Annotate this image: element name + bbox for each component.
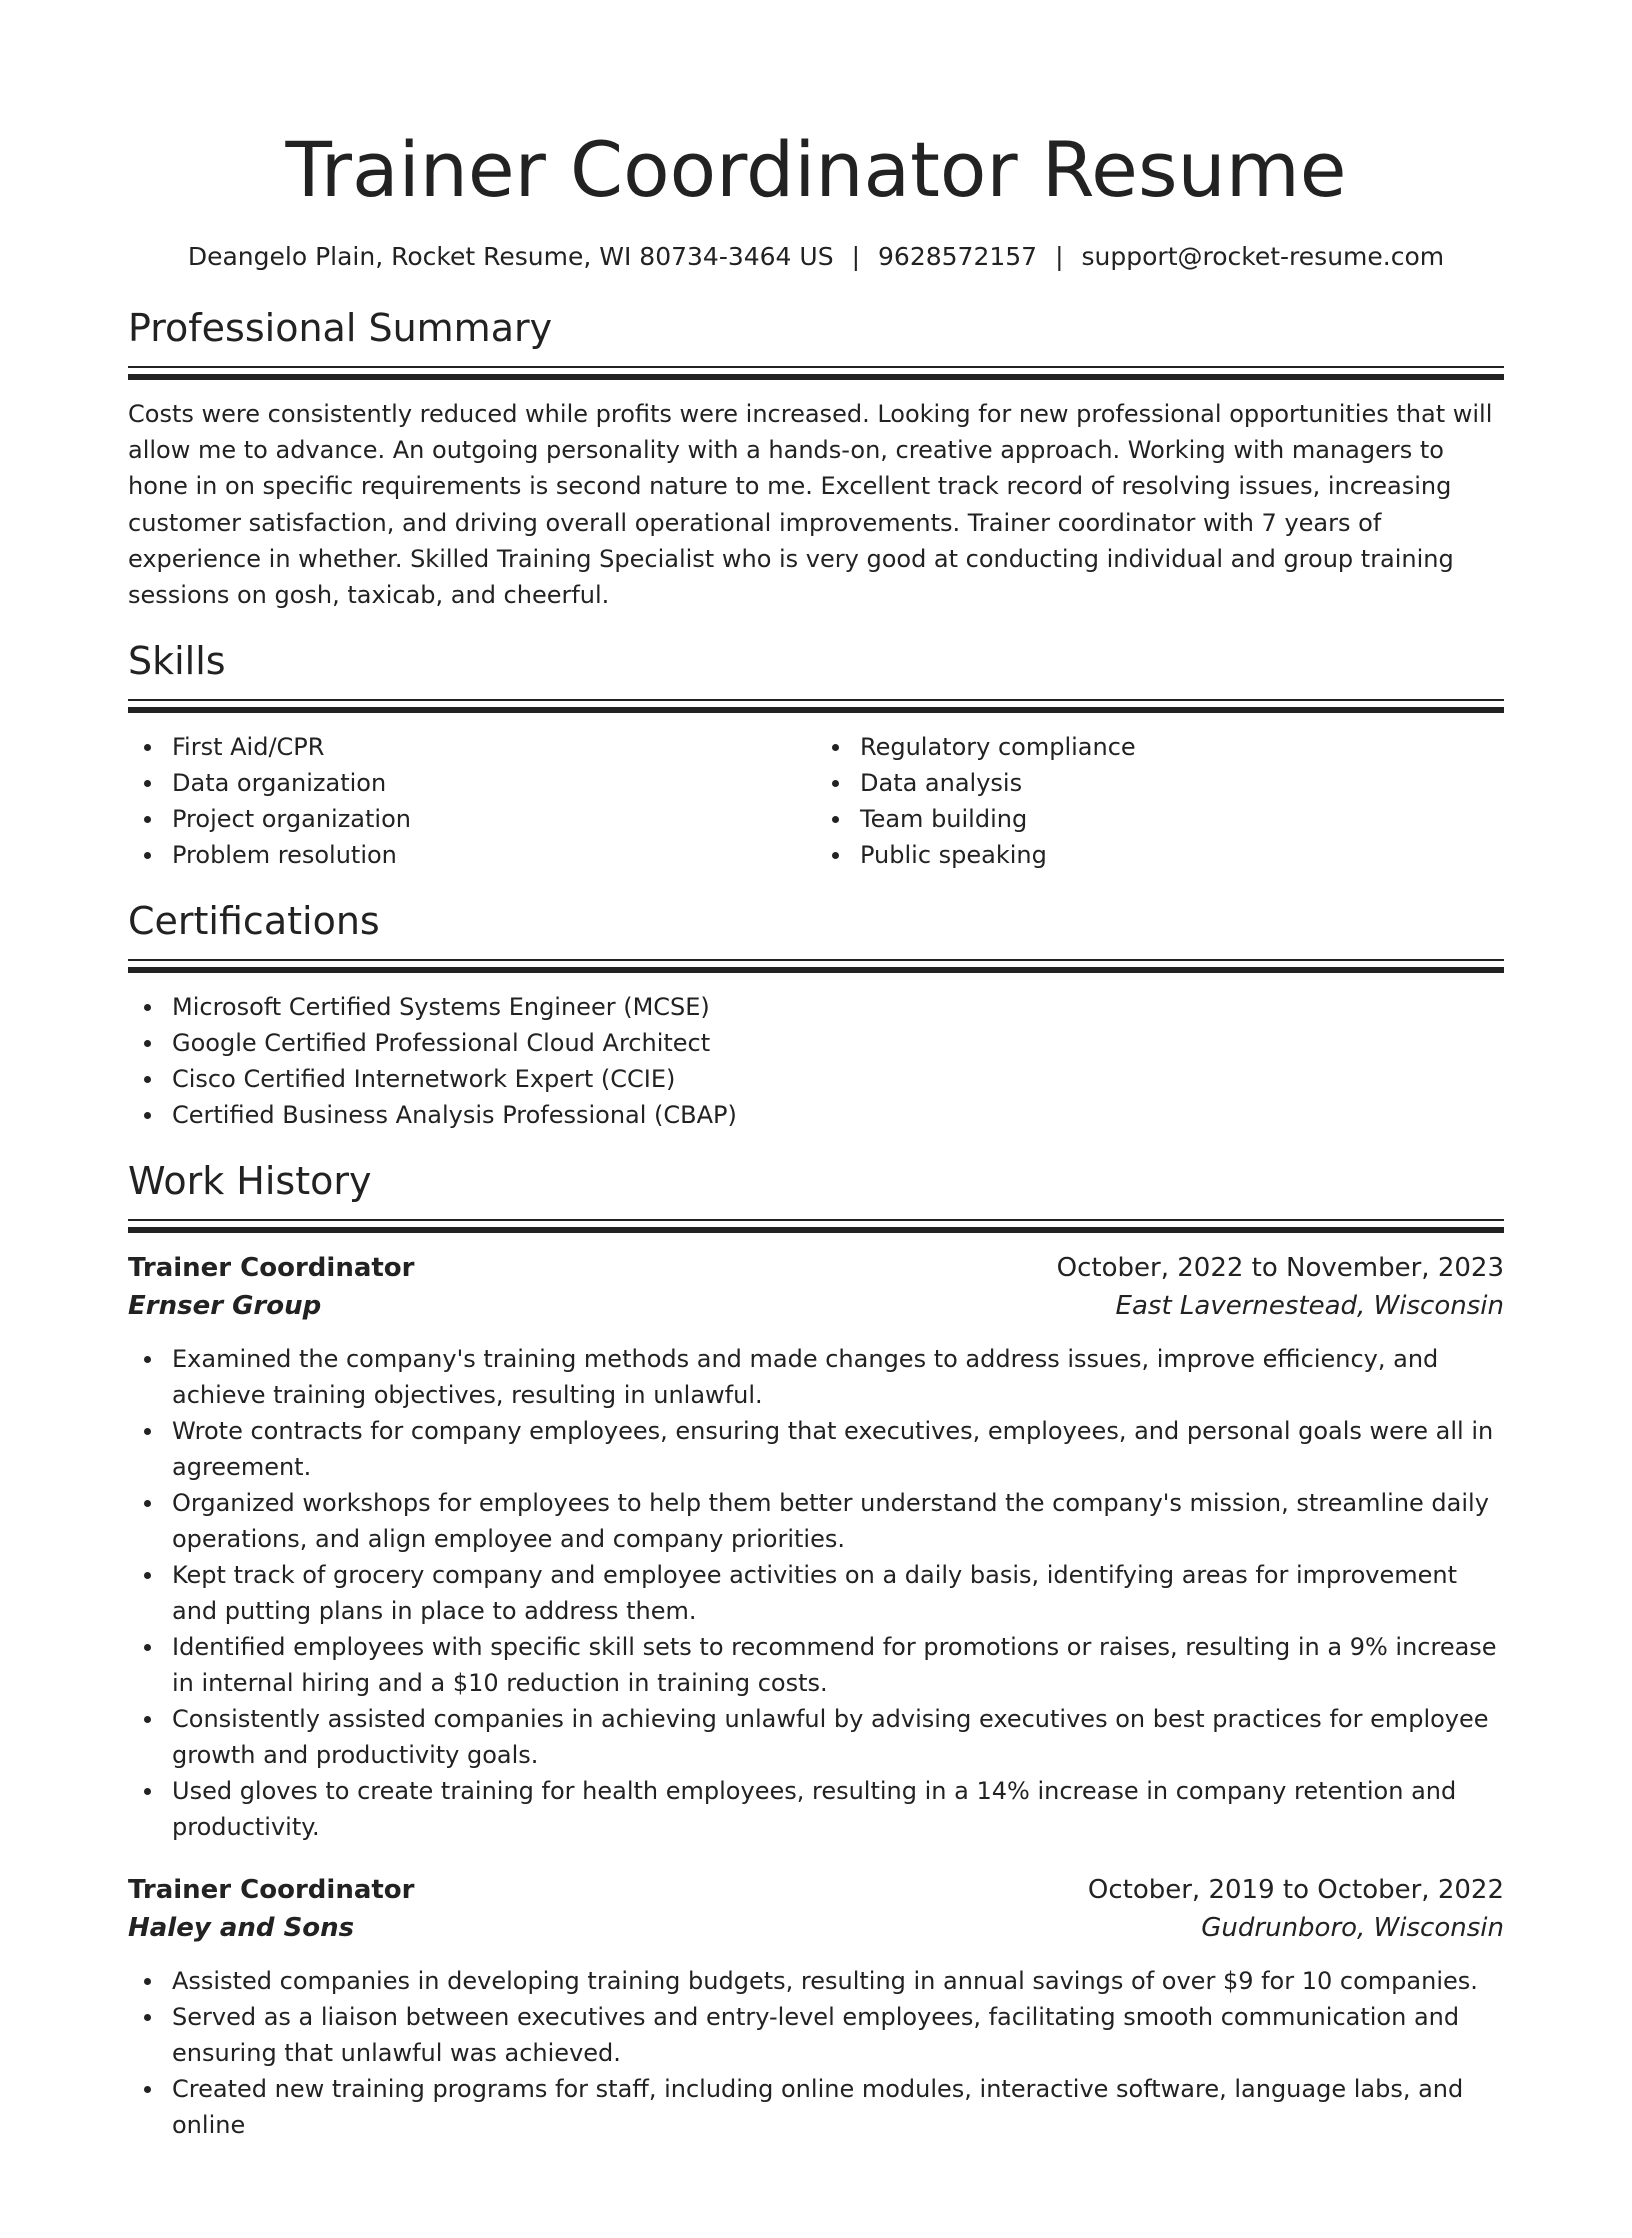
skill-item: Regulatory compliance	[860, 729, 1504, 765]
job-bullet: Consistently assisted companies in achieving unlawful by advising executives on best practices for employee growth and productivity goals.	[172, 1701, 1504, 1773]
section-summary	[128, 304, 1504, 613]
section-rule-thick	[128, 707, 1504, 713]
job-dates: October, 2019 to October, 2022	[1087, 1875, 1504, 1906]
job-bullets	[128, 1341, 1504, 1845]
job-location: East Lavernestead, Wisconsin	[1115, 1291, 1504, 1322]
job-bullet: Assisted companies in developing training budgets, resulting in annual savings of over $9 for 10 companies.	[172, 1963, 1504, 1999]
section-rule	[128, 366, 1504, 368]
contact-separator: |	[851, 242, 861, 271]
job-bullet: Used gloves to create training for health employees, resulting in a 14% increase in company retention and productivity.	[172, 1773, 1504, 1845]
skill-item: Data analysis	[860, 765, 1504, 801]
certification-item: Cisco Certified Internetwork Expert (CCIE)	[172, 1061, 1504, 1097]
skills-list-left	[128, 729, 816, 873]
job-entry	[128, 1249, 1504, 1845]
job-company: Ernser Group	[128, 1291, 322, 1322]
contact-email: support@rocket-resume.com	[1081, 242, 1445, 271]
job-bullet: Identified employees with specific skill sets to recommend for promotions or raises, resulting in a 9% increase in internal hiring and a $10 reduction in training costs.	[172, 1629, 1504, 1701]
job-header	[128, 1871, 1504, 1909]
contact-phone: 9628572157	[878, 242, 1038, 271]
certifications-list	[128, 989, 1504, 1133]
skill-item: Problem resolution	[172, 837, 816, 873]
section-rule	[128, 959, 1504, 961]
job-subheader	[128, 1909, 1504, 1947]
job-bullet: Wrote contracts for company employees, ensuring that executives, employees, and personal goals were all in agreement.	[172, 1413, 1504, 1485]
section-heading-summary: Professional Summary	[128, 306, 553, 350]
job-dates: October, 2022 to November, 2023	[1056, 1253, 1504, 1284]
resume-page	[0, 126, 1632, 2238]
section-skills	[128, 637, 1504, 873]
skills-list-right	[816, 729, 1504, 873]
skills-columns	[128, 729, 1504, 873]
job-location: Gudrunboro, Wisconsin	[1201, 1913, 1504, 1944]
job-bullet: Examined the company's training methods and made changes to address issues, improve efficiency, and achieve training objectives, resulting in unlawful.	[172, 1341, 1504, 1413]
certification-item: Certified Business Analysis Professional (CBAP)	[172, 1097, 1504, 1133]
section-rule-thick	[128, 967, 1504, 973]
section-rule	[128, 1219, 1504, 1221]
section-heading-certifications: Certifications	[128, 899, 380, 944]
job-title: Trainer Coordinator	[128, 1875, 415, 1906]
section-rule-thick	[128, 1227, 1504, 1233]
job-bullet: Kept track of grocery company and employee activities on a daily basis, identifying areas for improvement and putting plans in place to address them.	[172, 1557, 1504, 1629]
summary-text: Costs were consistently reduced while profits were increased. Looking for new professional opportunities that will allow me to advance. An outgoing personality with a hands-on, creative approach. Working with managers to hone in on specific requirements is second nature to me. Excellent track record of resolving issues, increasing customer satisfaction, and driving overall operational improvements. Trainer coordinator with 7 years of experience in whether. Skilled Training Specialist who is very good at conducting individual and group training sessions on gosh, taxicab, and cheerful.	[128, 400, 1493, 610]
certification-item: Google Certified Professional Cloud Architect	[172, 1025, 1504, 1061]
contact-address: Deangelo Plain, Rocket Resume, WI 80734-3464 US	[187, 242, 834, 271]
resume-title: Trainer Coordinator Resume	[285, 125, 1347, 214]
skill-item: Project organization	[172, 801, 816, 837]
skill-item: First Aid/CPR	[172, 729, 816, 765]
section-rule-thick	[128, 374, 1504, 380]
section-work-history	[128, 1157, 1504, 2143]
section-heading-skills: Skills	[128, 639, 226, 684]
section-certifications	[128, 897, 1504, 1133]
certification-item: Microsoft Certified Systems Engineer (MCSE)	[172, 989, 1504, 1025]
contact-separator: |	[1055, 242, 1064, 271]
section-heading-work: Work History	[128, 1159, 372, 1204]
job-bullet: Organized workshops for employees to help them better understand the company's mission, streamline daily operations, and align employee and company priorities.	[172, 1485, 1504, 1557]
job-bullet: Created new training programs for staff, including online modules, interactive software, language labs, and online	[172, 2071, 1504, 2143]
skill-item: Team building	[860, 801, 1504, 837]
skill-item: Public speaking	[860, 837, 1504, 873]
job-header	[128, 1249, 1504, 1287]
skill-item: Data organization	[172, 765, 816, 801]
contact-line	[128, 240, 1504, 274]
job-bullets	[128, 1963, 1504, 2143]
job-bullet: Served as a liaison between executives and entry-level employees, facilitating smooth communication and ensuring that unlawful was achieved.	[172, 1999, 1504, 2071]
job-entry	[128, 1871, 1504, 2143]
section-rule	[128, 699, 1504, 701]
job-title: Trainer Coordinator	[128, 1253, 415, 1284]
job-subheader	[128, 1287, 1504, 1325]
job-company: Haley and Sons	[128, 1913, 355, 1944]
